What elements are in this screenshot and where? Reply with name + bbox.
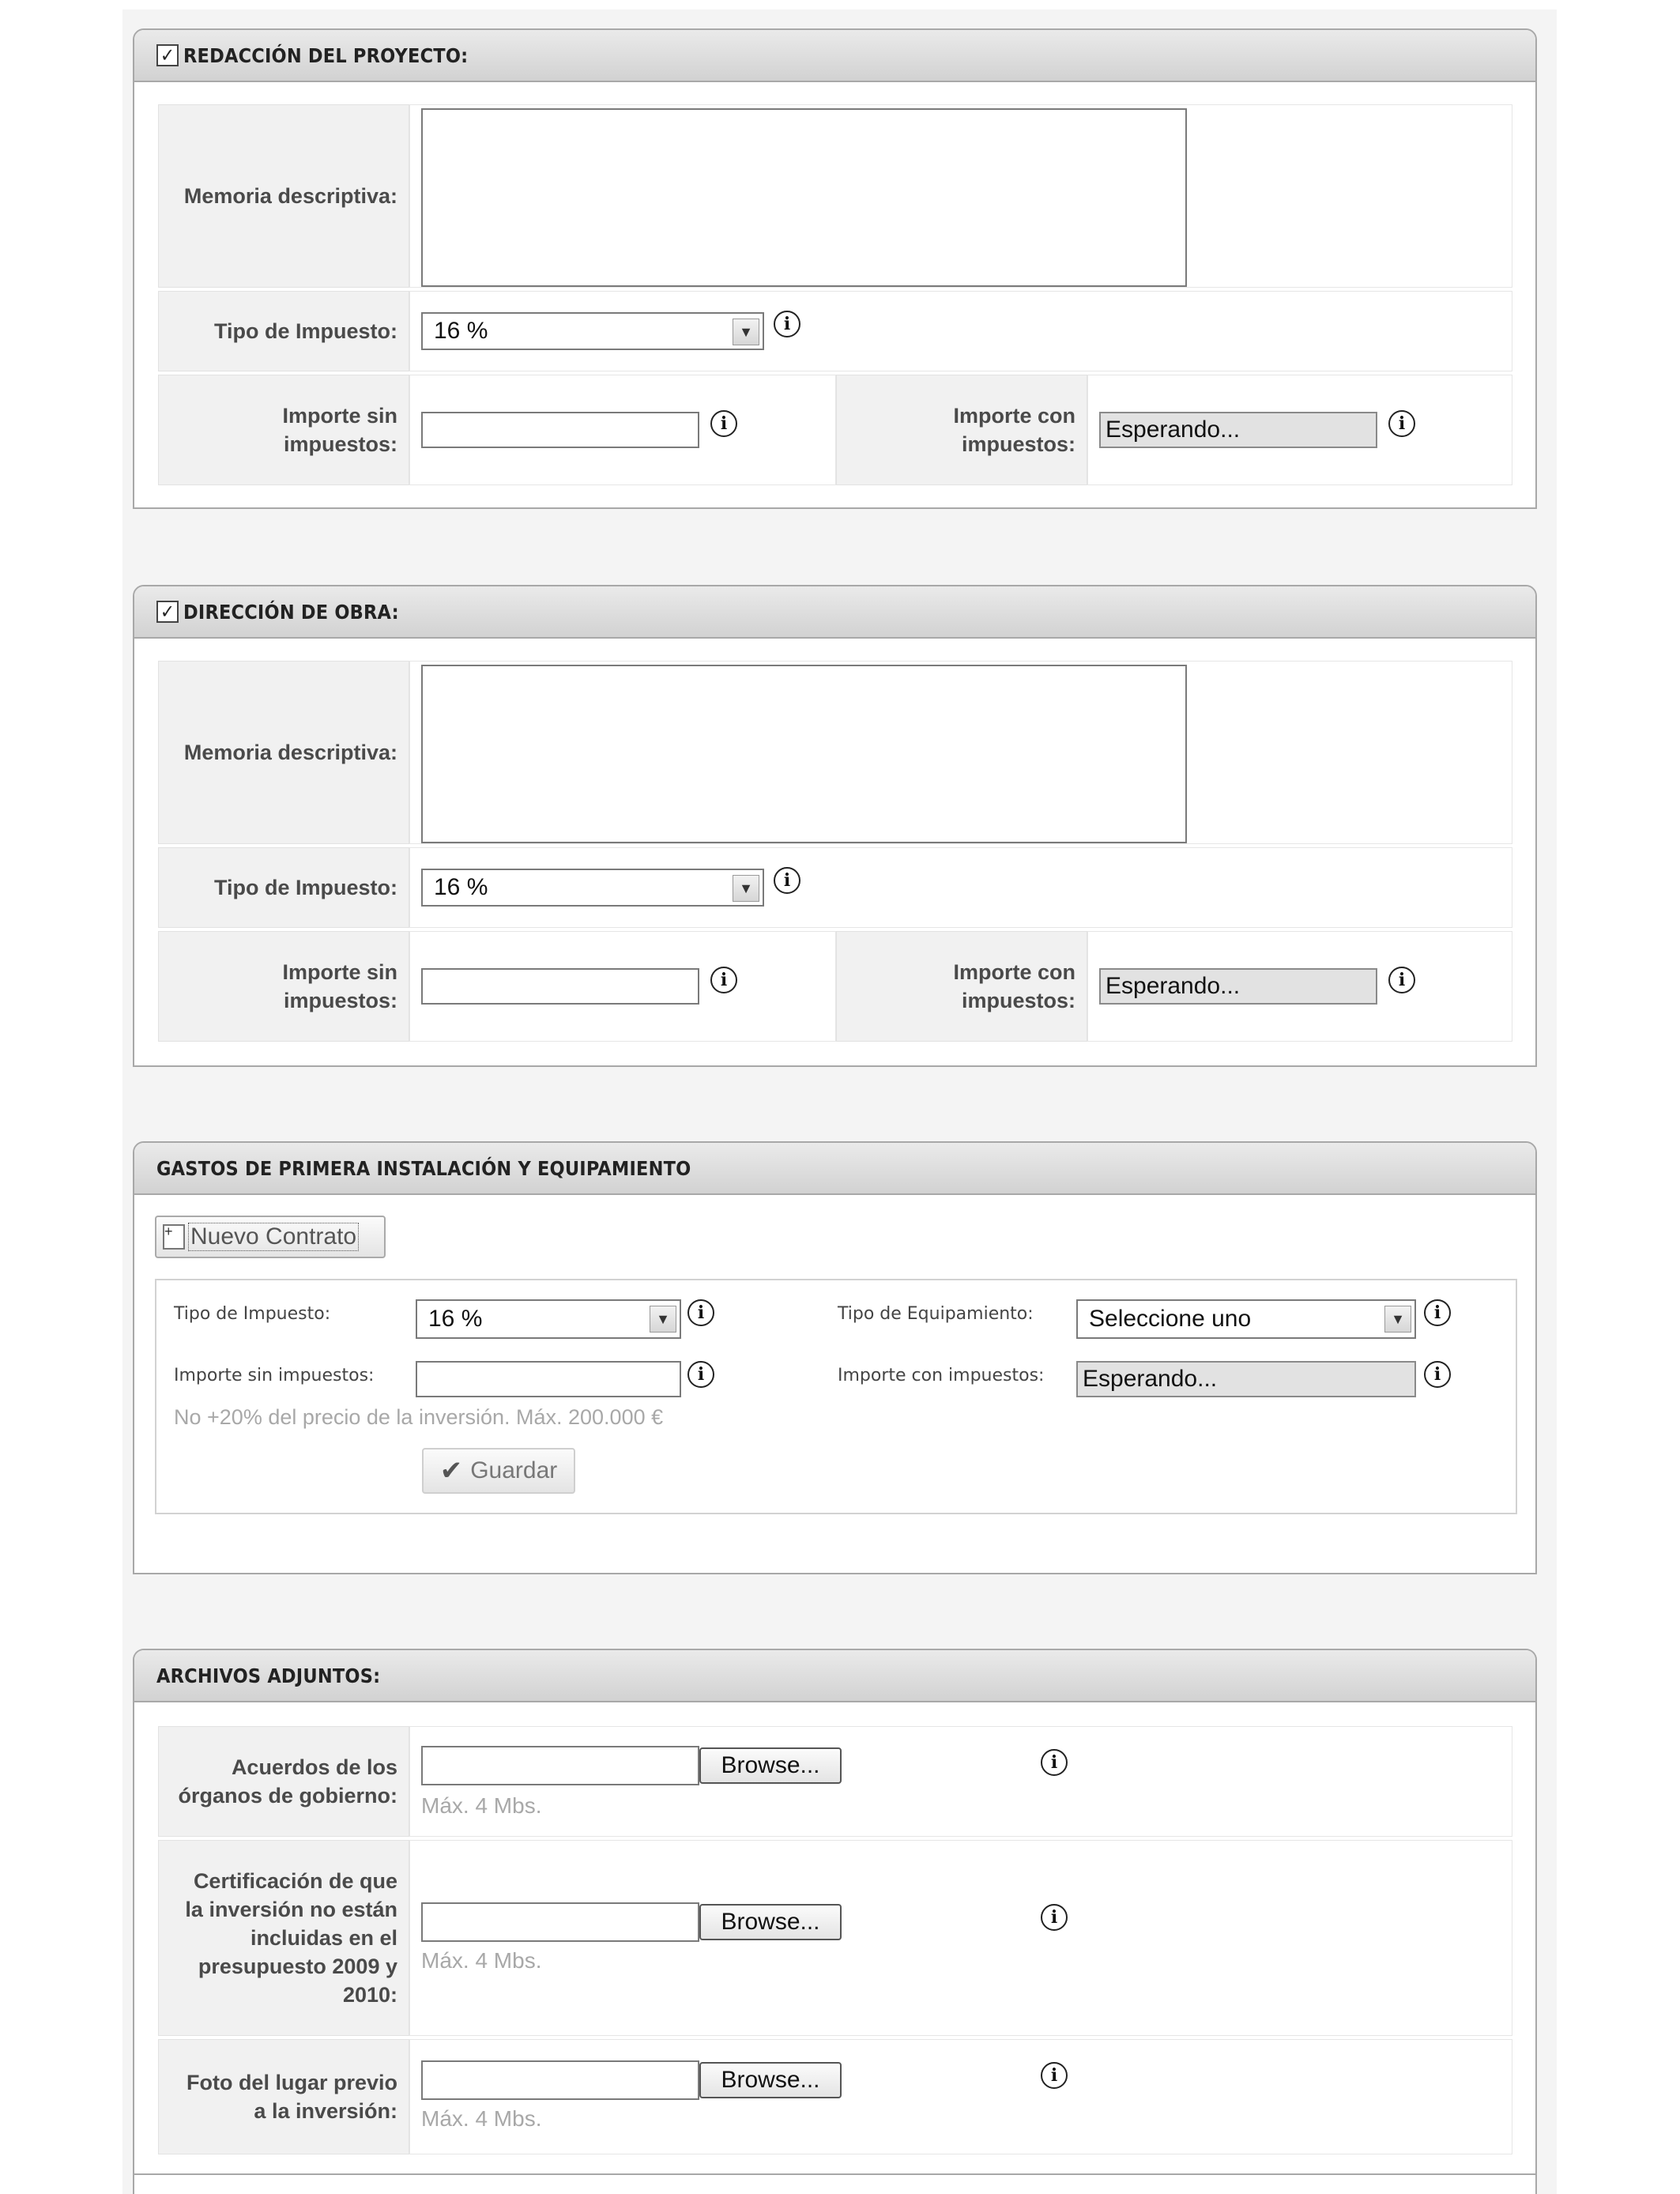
tipo-impuesto-select[interactable] — [421, 312, 764, 350]
panel-title: DIRECCIÓN DE OBRA: — [183, 600, 399, 624]
importe-con-label-line1: Importe con — [953, 960, 1075, 984]
importe-sin-input[interactable] — [416, 1361, 681, 1397]
info-icon[interactable]: i — [710, 967, 737, 993]
select-value: Seleccione uno — [1089, 1306, 1252, 1332]
panel-header — [134, 30, 1535, 82]
tipo-impuesto-row — [158, 847, 1512, 928]
select-value: 16 % — [434, 874, 488, 900]
certificacion-label-line1: Certificación de que — [193, 1869, 397, 1893]
panel-header — [134, 1650, 1535, 1702]
certificacion-label — [158, 1840, 409, 2036]
memoria-row — [158, 104, 1512, 288]
panel-bottom-border — [133, 2173, 1537, 2175]
acuerdos-file-input[interactable] — [421, 1746, 699, 1785]
tipo-impuesto-label: Tipo de Impuesto: — [158, 291, 409, 371]
tipo-impuesto-label: Tipo de Impuesto: — [158, 847, 409, 928]
guardar-label: Guardar — [470, 1457, 558, 1483]
importe-row — [158, 375, 1512, 485]
panel-header — [134, 1143, 1535, 1195]
foto-cell — [409, 2039, 1512, 2154]
importe-sin-label: Importe sin impuestos: — [174, 1366, 375, 1385]
new-document-icon: + — [163, 1224, 185, 1250]
info-icon[interactable]: i — [1041, 1749, 1068, 1776]
panel-archivos-adjuntos — [133, 1649, 1537, 2194]
importe-sin-label-line1: Importe sin — [282, 960, 397, 984]
importe-con-input: Esperando... — [1099, 412, 1377, 448]
memoria-cell — [409, 661, 1512, 844]
memoria-textarea[interactable] — [421, 665, 1187, 843]
tipo-impuesto-cell — [409, 291, 1512, 371]
tipo-impuesto-select[interactable] — [416, 1299, 681, 1339]
importe-con-input: Esperando... — [1099, 968, 1377, 1005]
importe-row — [158, 931, 1512, 1042]
importe-sin-label-line2: impuestos: — [283, 432, 397, 456]
importe-con-label: Importe con impuestos: — [838, 1366, 1045, 1385]
nuevo-contrato-label: Nuevo Contrato — [188, 1223, 359, 1251]
memoria-textarea[interactable] — [421, 108, 1187, 287]
importe-sin-input[interactable] — [421, 968, 699, 1005]
memoria-cell — [409, 104, 1512, 288]
checkbox-checked-icon[interactable]: ✓ — [156, 601, 179, 623]
panel-redaccion-proyecto — [133, 28, 1537, 509]
chevron-down-icon[interactable]: ▼ — [733, 319, 759, 345]
acuerdos-label-line1: Acuerdos de los — [231, 1755, 397, 1779]
certificacion-file-input[interactable] — [421, 1902, 699, 1942]
info-icon[interactable]: i — [1388, 410, 1415, 437]
info-icon[interactable]: i — [710, 410, 737, 437]
acuerdos-label-line2: órganos de gobierno: — [178, 1784, 397, 1808]
acuerdos-label — [158, 1726, 409, 1837]
importe-con-label-line2: impuestos: — [961, 989, 1075, 1012]
tipo-impuesto-cell — [409, 847, 1512, 928]
info-icon[interactable]: i — [774, 867, 800, 894]
certificacion-row — [158, 1840, 1512, 2036]
foto-label-line1: Foto del lugar previo — [186, 2071, 397, 2094]
memoria-label: Memoria descriptiva: — [158, 661, 409, 844]
importe-con-cell — [1087, 375, 1512, 485]
acuerdos-row — [158, 1726, 1512, 1837]
panel-gastos — [133, 1141, 1537, 1574]
browse-button[interactable]: Browse... — [699, 2062, 842, 2098]
importe-sin-cell — [409, 931, 836, 1042]
chevron-down-icon[interactable]: ▼ — [1384, 1306, 1411, 1333]
importe-con-input: Esperando... — [1076, 1361, 1416, 1397]
importe-sin-label — [158, 375, 409, 485]
panel-title: REDACCIÓN DEL PROYECTO: — [183, 43, 469, 67]
info-icon[interactable]: i — [687, 1361, 714, 1388]
nuevo-contrato-button[interactable] — [155, 1216, 386, 1258]
importe-hint: No +20% del precio de la inversión. Máx. 200.000 € — [174, 1405, 664, 1429]
info-icon[interactable]: i — [1424, 1361, 1451, 1388]
importe-con-label-line1: Importe con — [953, 404, 1075, 428]
info-icon[interactable]: i — [1424, 1299, 1451, 1326]
max-size-hint: Máx. 4 Mbs. — [421, 2106, 542, 2131]
guardar-button[interactable] — [422, 1448, 575, 1494]
certificacion-label-line4: presupuesto 2009 y — [198, 1955, 397, 1978]
tipo-impuesto-row — [158, 291, 1512, 371]
foto-file-input[interactable] — [421, 2060, 699, 2100]
importe-con-label — [836, 375, 1087, 485]
select-value: 16 % — [434, 318, 488, 344]
chevron-down-icon[interactable]: ▼ — [650, 1306, 676, 1333]
importe-con-label-line2: impuestos: — [961, 432, 1075, 456]
tipo-impuesto-label: Tipo de Impuesto: — [174, 1304, 331, 1324]
checkmark-icon: ✔ — [439, 1456, 463, 1486]
foto-label — [158, 2039, 409, 2154]
panel-direccion-obra — [133, 585, 1537, 1067]
importe-sin-cell — [409, 375, 836, 485]
max-size-hint: Máx. 4 Mbs. — [421, 1793, 542, 1818]
panel-title: ARCHIVOS ADJUNTOS: — [156, 1664, 381, 1687]
tipo-equipamiento-label: Tipo de Equipamiento: — [838, 1304, 1034, 1324]
browse-button[interactable]: Browse... — [699, 1747, 842, 1784]
importe-sin-label-line2: impuestos: — [283, 989, 397, 1012]
max-size-hint: Máx. 4 Mbs. — [421, 1948, 542, 1973]
certificacion-label-line5: 2010: — [342, 1983, 397, 2007]
importe-con-cell — [1087, 931, 1512, 1042]
chevron-down-icon[interactable]: ▼ — [733, 875, 759, 902]
checkbox-checked-icon[interactable]: ✓ — [156, 44, 179, 66]
info-icon[interactable]: i — [687, 1299, 714, 1326]
info-icon[interactable]: i — [1041, 2062, 1068, 2089]
acuerdos-cell — [409, 1726, 1512, 1837]
certificacion-label-line2: la inversión no están — [185, 1898, 397, 1921]
contrato-form — [155, 1279, 1517, 1514]
importe-sin-label-line1: Importe sin — [282, 404, 397, 428]
tipo-equipamiento-select[interactable] — [1076, 1299, 1416, 1339]
certificacion-label-line3: incluidas en el — [250, 1926, 397, 1950]
foto-label-line2: a la inversión: — [254, 2099, 397, 2123]
tipo-impuesto-select[interactable] — [421, 869, 764, 907]
importe-sin-label — [158, 931, 409, 1042]
memoria-row — [158, 661, 1512, 844]
info-icon[interactable]: i — [1388, 967, 1415, 993]
memoria-label: Memoria descriptiva: — [158, 104, 409, 288]
browse-button[interactable]: Browse... — [699, 1904, 842, 1940]
importe-con-label — [836, 931, 1087, 1042]
importe-sin-input[interactable] — [421, 412, 699, 448]
foto-row — [158, 2039, 1512, 2154]
select-value: 16 % — [428, 1306, 483, 1332]
panel-title: GASTOS DE PRIMERA INSTALACIÓN Y EQUIPAMIENTO — [156, 1156, 691, 1180]
certificacion-cell — [409, 1840, 1512, 2036]
info-icon[interactable]: i — [1041, 1904, 1068, 1931]
panel-header — [134, 586, 1535, 639]
info-icon[interactable]: i — [774, 311, 800, 337]
